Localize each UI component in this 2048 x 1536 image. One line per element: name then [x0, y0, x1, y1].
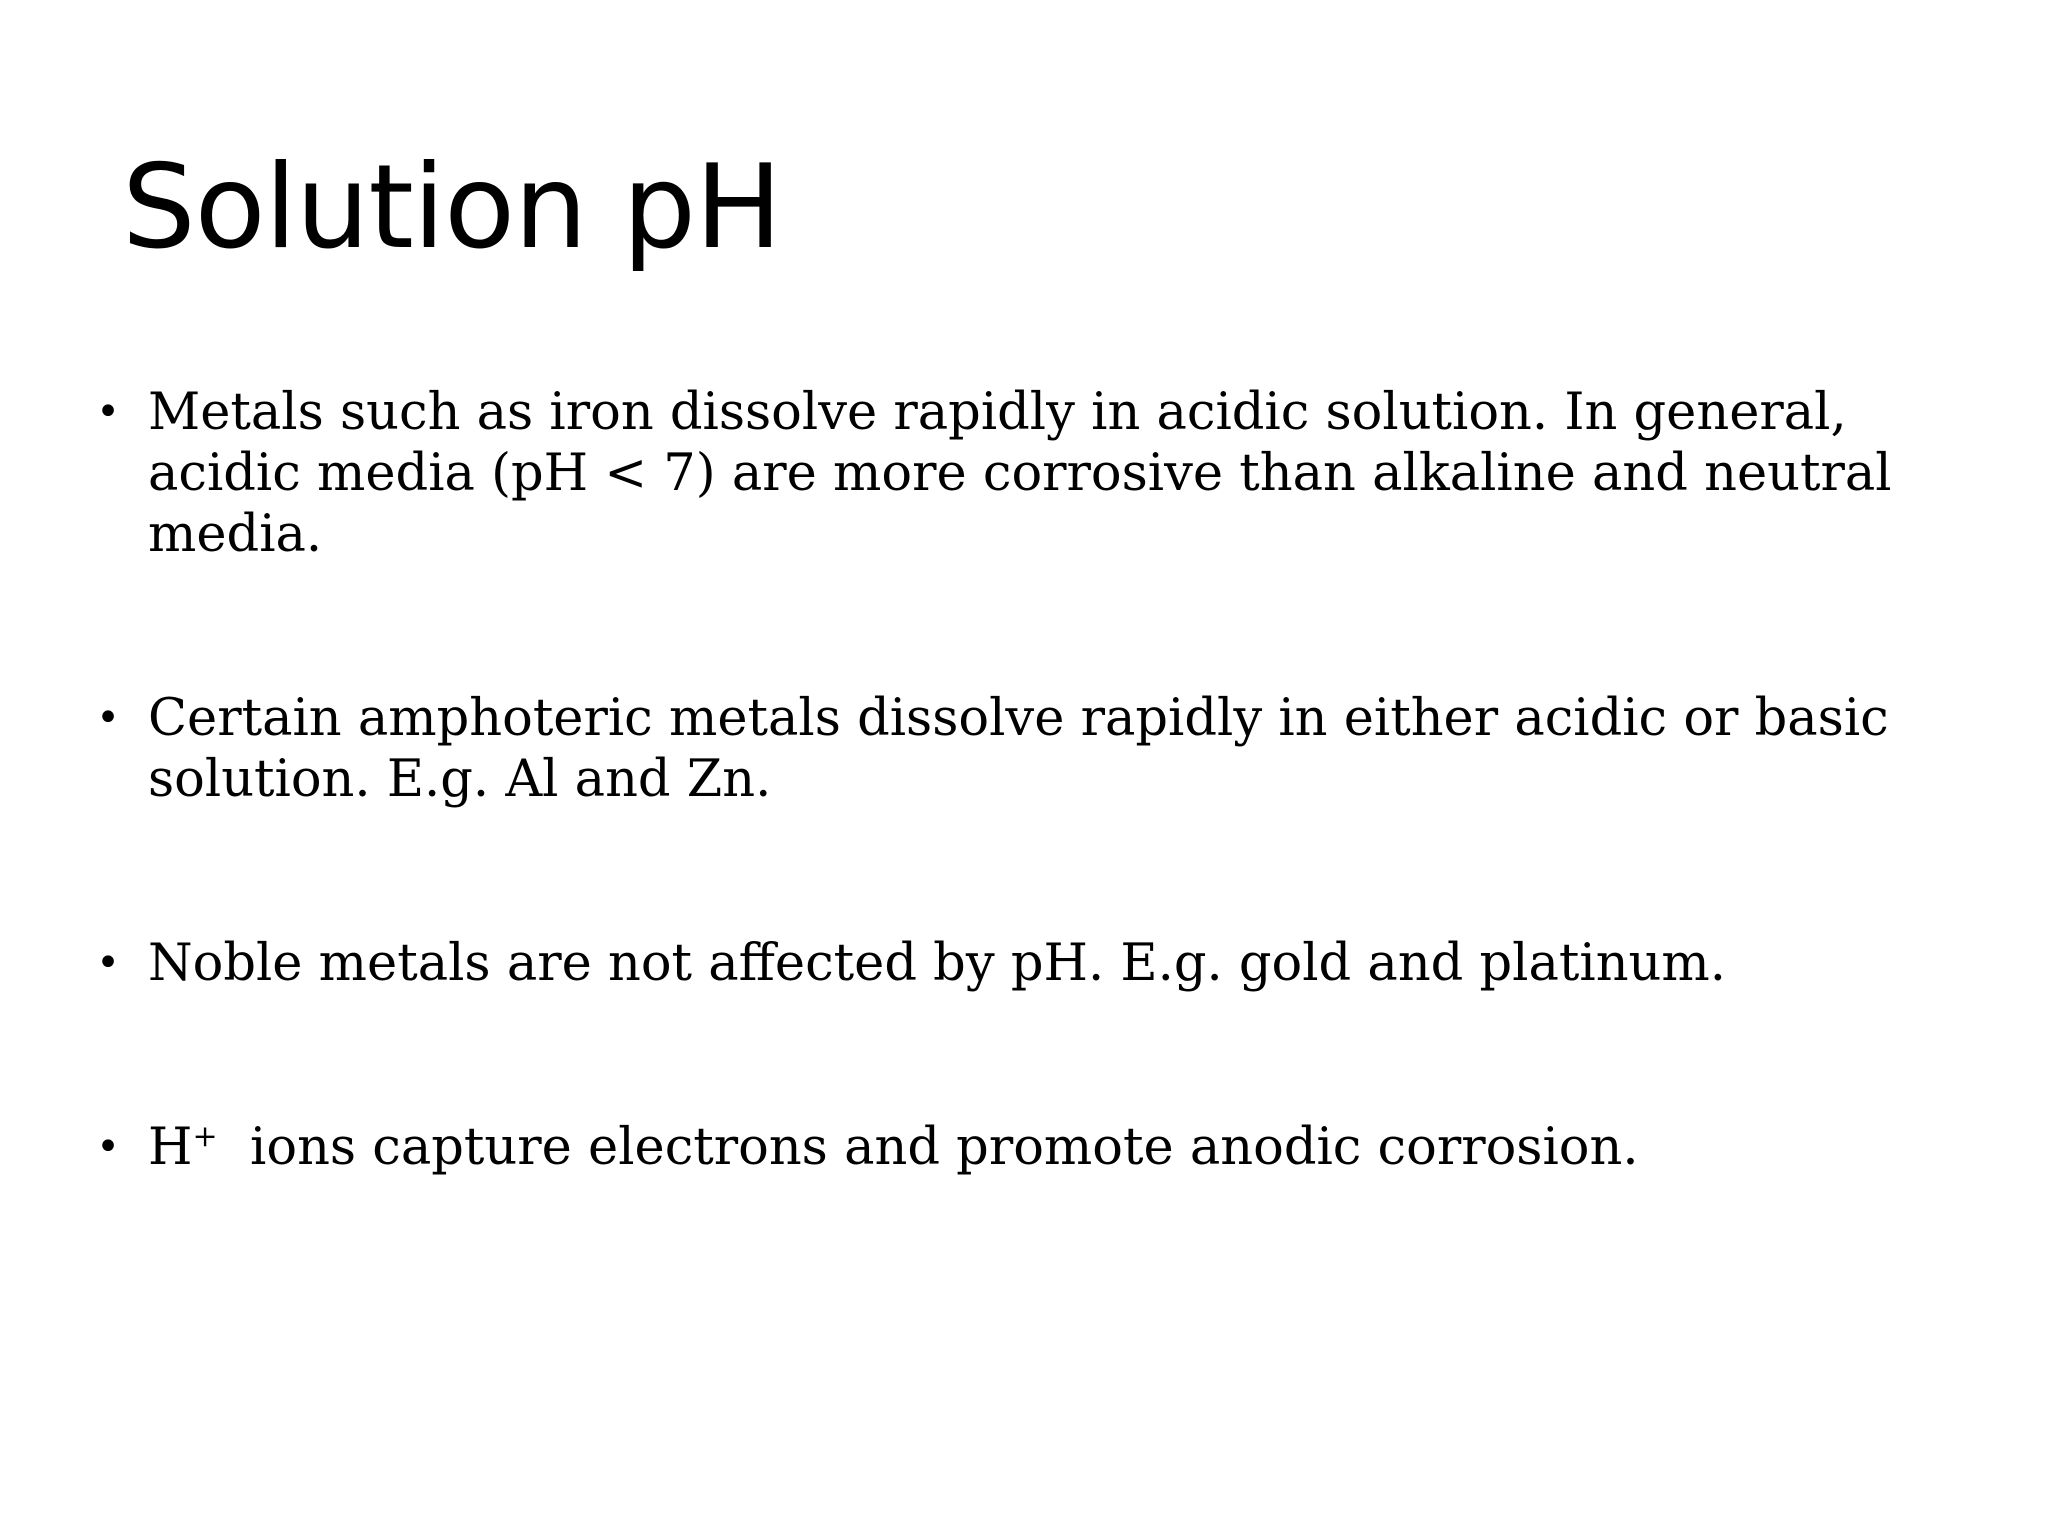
bullet-item [88, 933, 1978, 994]
bullet-marker: • [96, 389, 120, 435]
ion-symbol: H [148, 1118, 193, 1177]
bullet-marker: • [96, 1124, 120, 1170]
bullet-text: Noble metals are not affected by pH. E.g. gold and platinum. [148, 934, 1726, 993]
bullet-item [88, 688, 1978, 810]
bullet-text: Certain amphoteric metals dissolve rapidly in either acidic or basic solution. E.g. Al and Zn. [148, 689, 1889, 809]
bullet-list [88, 382, 1978, 1178]
ion-charge: + [192, 1119, 218, 1154]
slide-title: Solution pH [122, 140, 782, 275]
bullet-text: Metals such as iron dissolve rapidly in acidic solution. In general, acidic media (pH < 7) are more corrosive than alkaline and neutral media. [148, 383, 1892, 564]
bullet-item [88, 1117, 1978, 1178]
bullet-marker: • [96, 940, 120, 986]
bullet-text: ions capture electrons and promote anodic corrosion. [217, 1118, 1639, 1177]
bullet-item [88, 382, 1978, 565]
bullet-marker: • [96, 695, 120, 741]
